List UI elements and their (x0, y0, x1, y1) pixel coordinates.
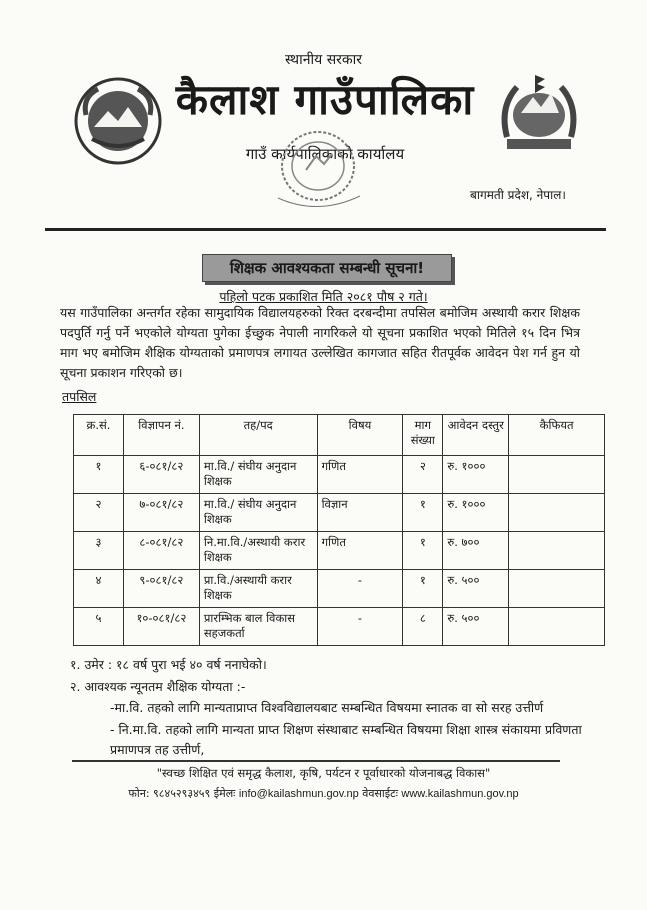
cell-serial: ५ (74, 608, 124, 646)
footer-divider (72, 760, 560, 762)
vacancy-table (73, 414, 605, 646)
requirement-qualification-title: २. आवश्यक न्यूनतम शैक्षिक योग्यता :- (70, 679, 246, 694)
col-header-subject: विषय (317, 415, 403, 456)
cell-level-post: प्रा.वि./अस्थायी करार शिक्षक (199, 570, 317, 608)
cell-level-post: मा.वि./ संघीय अनुदान शिक्षक (199, 494, 317, 532)
cell-serial: २ (74, 494, 124, 532)
cell-remarks (509, 570, 605, 608)
header-divider (45, 228, 606, 231)
cell-level-post: प्रारम्भिक बाल विकास सहजकर्ता (199, 608, 317, 646)
col-header-serial: क्र.सं. (74, 415, 124, 456)
cell-level-post: मा.वि./ संघीय अनुदान शिक्षक (199, 456, 317, 494)
cell-advert-no: ६-०८१/८२ (123, 456, 199, 494)
cell-serial: ४ (74, 570, 124, 608)
requirement-age: १. उमेर : १८ वर्ष पुरा भई ४० वर्ष ननाघेको। (70, 657, 267, 672)
cell-remarks (509, 532, 605, 570)
table-row (74, 608, 605, 646)
cell-remarks (509, 608, 605, 646)
website-link[interactable]: www.kailashmun.gov.np (401, 788, 519, 800)
cell-demand-count: ८ (403, 608, 443, 646)
email-label: ईमेलः (213, 787, 236, 800)
table-row (74, 532, 605, 570)
notice-title: शिक्षक आवश्यकता सम्बन्धी सूचना! (229, 259, 425, 277)
details-label: तपसिल (62, 389, 97, 404)
col-header-remarks: कैफियत (509, 415, 605, 456)
cell-subject: विज्ञान (317, 494, 403, 532)
requirement-secondary: -मा.वि. तहको लागि मान्यताप्राप्त विश्वविद्यालयबाट सम्बन्धित विषयमा स्नातक वा सो सरह उत्तीर्ण (110, 700, 544, 715)
office-name: कैलाश गाउँपालिका (175, 75, 475, 124)
cell-subject: - (317, 608, 403, 646)
table-row (74, 494, 605, 532)
cell-advert-no: १०-०८१/८२ (123, 608, 199, 646)
col-header-demand-count: माग संख्या (403, 415, 443, 456)
cell-advert-no: ७-०८१/८२ (123, 494, 199, 532)
cell-subject: गणित (317, 532, 403, 570)
phone-number: ९८४५२९३४५९ (153, 787, 211, 800)
col-header-level-post: तह/पद (199, 415, 317, 456)
publish-date-text: पहिलो पटक प्रकाशित मिति २०८१ पौष २ गते। (219, 289, 428, 304)
cell-fee: रु. ७०० (443, 532, 509, 570)
municipality-emblem-left (72, 75, 164, 167)
col-header-fee: आवेदन दस्तुर (443, 415, 509, 456)
cell-demand-count: १ (403, 570, 443, 608)
footer-slogan: "स्वच्छ शिक्षित एवं समृद्ध कैलाश, कृषि, पर्यटन र पूर्वाधारको योजनाबद्ध विकास" (156, 766, 491, 780)
cell-demand-count: २ (403, 456, 443, 494)
cell-demand-count: १ (403, 494, 443, 532)
notice-paragraph: यस गाउँपालिका अन्तर्गत रहेका सामुदायिक विद्यालयहरुको रिक्त दरबन्दीमा तपसिल बमोजिम अस्थायी करार शिक्षक पदपुर्ति गर्नु पर्ने भएकोले योग्यता पुगेका ईच्छुक नेपाली नागरिकले यो सूचना प्रकाशित भएको मितिले १५ दिन भित्र माग भए बमोजिम शैक्षिक योग्यताको प्रमाणपत्र लगायत उल्लेखित कागजात सहित रीतपूर्वक आवेदन पेश गर्न हुन यो सूचना प्रकाशन गरिएको छ। (60, 305, 580, 380)
cell-level-post: नि.मा.वि./अस्थायी करार शिक्षक (199, 532, 317, 570)
table-header-row (74, 415, 605, 456)
province-label: बागमती प्रदेश, नेपाल। (470, 188, 566, 202)
website-label: वेवसाईटः (362, 787, 398, 800)
email-link[interactable]: info@kailashmun.gov.np (238, 788, 359, 800)
cell-fee: रु. १००० (443, 494, 509, 532)
government-label: स्थानीय सरकार (285, 52, 362, 68)
office-subtitle: गाउँ कार्यपालिकाको कार्यालय (245, 145, 405, 163)
office-seal-stamp (266, 120, 371, 220)
col-header-advert-no: विज्ञापन नं. (123, 415, 199, 456)
cell-subject: गणित (317, 456, 403, 494)
nepal-emblem-right (493, 67, 585, 159)
phone-label: फोन: (128, 787, 150, 800)
footer-contact (0, 786, 647, 801)
cell-fee: रु. १००० (443, 456, 509, 494)
cell-advert-no: ९-०८१/८२ (123, 570, 199, 608)
cell-fee: रु. ५०० (443, 608, 509, 646)
cell-demand-count: १ (403, 532, 443, 570)
cell-remarks (509, 494, 605, 532)
table-row (74, 570, 605, 608)
cell-serial: १ (74, 456, 124, 494)
cell-remarks (509, 456, 605, 494)
cell-fee: रु. ५०० (443, 570, 509, 608)
cell-serial: ३ (74, 532, 124, 570)
cell-advert-no: ८-०८१/८२ (123, 532, 199, 570)
table-row (74, 456, 605, 494)
requirement-lower-secondary: - नि.मा.वि. तहको लागि मान्यता प्राप्त शिक्षण संस्थाबाट सम्बन्धित विषयमा शिक्षा शास्त्र संकायमा प्रविणता प्रमाणपत्र तह उत्तीर्ण, (110, 722, 582, 757)
cell-subject: - (317, 570, 403, 608)
